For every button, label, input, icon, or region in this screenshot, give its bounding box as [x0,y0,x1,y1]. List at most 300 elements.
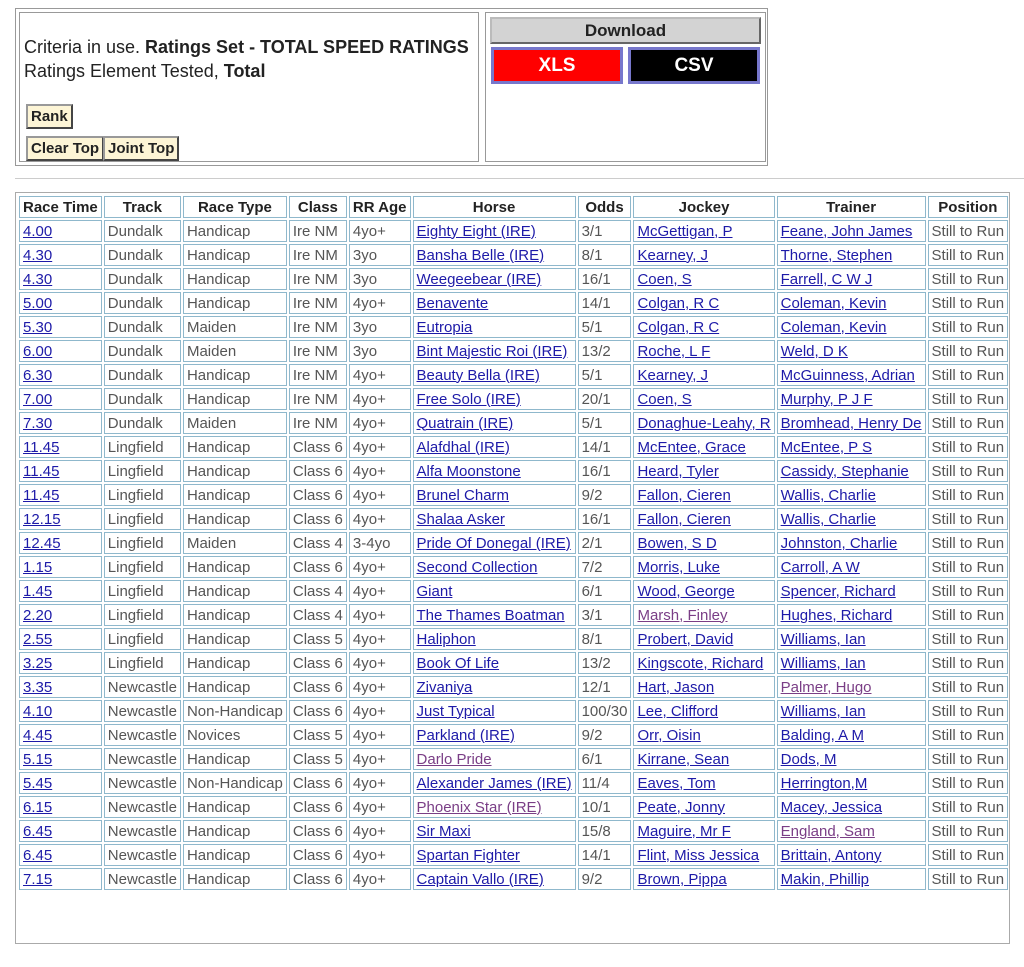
horse-link[interactable]: Eutropia [416,318,473,336]
jockey-link[interactable]: Heard, Tyler [637,462,719,480]
table-row [19,676,1008,698]
trainer-link[interactable]: Williams, Ian [780,702,866,720]
race-time-link[interactable]: 3.25 [23,654,53,672]
race-time-link[interactable]: 6.30 [23,366,53,384]
jockey-link[interactable]: Marsh, Finley [637,606,728,624]
class-cell: Class 6 [289,844,347,866]
table-row [19,268,1008,290]
horse-link[interactable]: Alexander James (IRE) [416,774,572,792]
position-cell: Still to Run [928,508,1009,530]
track-cell: Newcastle [104,676,181,698]
race-time-link[interactable]: 7.00 [23,390,53,408]
table-row [19,388,1008,410]
trainer-link[interactable]: Feane, John James [780,222,913,240]
horse-cell [413,652,576,674]
horse-cell [413,364,576,386]
jockey-link[interactable]: Kingscote, Richard [637,654,764,672]
trainer-link[interactable]: McEntee, P S [780,438,873,456]
track-cell: Dundalk [104,292,181,314]
horse-link[interactable]: Weegeebear (IRE) [416,270,542,288]
class-cell: Class 6 [289,508,347,530]
type-cell: Novices [183,724,287,746]
time-cell [19,268,102,290]
trainer-link[interactable]: Williams, Ian [780,630,866,648]
trainer-cell [777,532,926,554]
element-value: Total [223,61,266,81]
horse-link[interactable]: Quatrain (IRE) [416,414,514,432]
horse-link[interactable]: Captain Vallo (IRE) [416,870,544,888]
horse-link[interactable]: Beauty Bella (IRE) [416,366,540,384]
horse-cell [413,844,576,866]
trainer-link[interactable]: Thorne, Stephen [780,246,893,264]
time-cell [19,748,102,770]
type-cell: Non-Handicap [183,772,287,794]
position-cell: Still to Run [928,316,1009,338]
jockey-link[interactable]: Coen, S [637,390,692,408]
race-time-link[interactable]: 11.45 [23,462,60,480]
table-row [19,748,1008,770]
horse-cell [413,604,576,626]
position-cell: Still to Run [928,460,1009,482]
class-cell: Class 4 [289,580,347,602]
jockey-link[interactable]: McGettigan, P [637,222,733,240]
type-cell: Maiden [183,412,287,434]
track-cell: Newcastle [104,700,181,722]
age-cell: 4yo+ [349,820,411,842]
track-cell: Newcastle [104,868,181,890]
odds-cell: 11/4 [578,772,632,794]
column-header-odds: Odds [578,196,632,218]
jockey-link[interactable]: Orr, Oisin [637,726,701,744]
jockey-link[interactable]: Fallon, Cieren [637,510,731,528]
trainer-cell [777,508,926,530]
jockey-cell [633,796,774,818]
trainer-link[interactable]: Herrington,M [780,774,868,792]
age-cell: 4yo+ [349,412,411,434]
jockey-cell [633,676,774,698]
table-row [19,484,1008,506]
jockey-cell [633,292,774,314]
jockey-cell [633,484,774,506]
track-cell: Newcastle [104,796,181,818]
horse-link[interactable]: Bansha Belle (IRE) [416,246,545,264]
criteria-text [24,35,469,83]
horse-link[interactable]: Shalaa Asker [416,510,505,528]
column-header-position: Position [928,196,1009,218]
race-time-link[interactable]: 6.00 [23,342,53,360]
odds-cell: 8/1 [578,244,632,266]
race-time-link[interactable]: 6.15 [23,798,53,816]
jockey-link[interactable]: McEntee, Grace [637,438,746,456]
trainer-cell [777,364,926,386]
table-row [19,412,1008,434]
horse-link[interactable]: Parkland (IRE) [416,726,515,744]
class-cell: Class 6 [289,484,347,506]
race-time-link[interactable]: 2.20 [23,606,53,624]
trainer-link[interactable]: Macey, Jessica [780,798,883,816]
jockey-cell [633,460,774,482]
criteria-label: Criteria in use. [24,37,146,57]
jockey-link[interactable]: Hart, Jason [637,678,715,696]
jockey-link[interactable]: Morris, Luke [637,558,720,576]
position-cell: Still to Run [928,748,1009,770]
column-header-rr-age: RR Age [349,196,411,218]
race-time-link[interactable]: 11.45 [23,438,60,456]
jockey-link[interactable]: Brown, Pippa [637,870,727,888]
trainer-link[interactable]: Johnston, Charlie [780,534,898,552]
horse-cell [413,580,576,602]
track-cell: Dundalk [104,316,181,338]
jockey-link[interactable]: Maguire, Mr F [637,822,731,840]
odds-cell: 20/1 [578,388,632,410]
column-header-trainer: Trainer [777,196,926,218]
table-row [19,652,1008,674]
trainer-cell [777,748,926,770]
trainer-link[interactable]: England, Sam [780,822,875,840]
table-row [19,820,1008,842]
table-row [19,580,1008,602]
horse-cell [413,268,576,290]
position-cell: Still to Run [928,364,1009,386]
horse-cell [413,628,576,650]
class-cell: Class 6 [289,676,347,698]
class-cell: Ire NM [289,292,347,314]
horse-link[interactable]: The Thames Boatman [416,606,565,624]
trainer-link[interactable]: Wallis, Charlie [780,510,876,528]
time-cell [19,844,102,866]
time-cell [19,604,102,626]
odds-cell: 2/1 [578,532,632,554]
time-cell [19,244,102,266]
time-cell [19,340,102,362]
age-cell: 4yo+ [349,388,411,410]
trainer-link[interactable]: Makin, Phillip [780,870,869,888]
race-time-link[interactable]: 5.45 [23,774,53,792]
jockey-link[interactable]: Roche, L F [637,342,711,360]
race-time-link[interactable]: 1.45 [23,582,53,600]
horse-cell [413,244,576,266]
jockey-cell [633,580,774,602]
horse-link[interactable]: Sir Maxi [416,822,471,840]
horse-cell [413,796,576,818]
position-cell: Still to Run [928,268,1009,290]
race-time-link[interactable]: 11.45 [23,486,60,504]
time-cell [19,412,102,434]
ratings-set-value: Ratings Set - TOTAL SPEED RATINGS [145,37,469,57]
trainer-link[interactable]: Brittain, Antony [780,846,882,864]
trainer-link[interactable]: Coleman, Kevin [780,294,887,312]
trainer-link[interactable]: Palmer, Hugo [780,678,872,696]
track-cell: Lingfield [104,556,181,578]
odds-cell: 10/1 [578,796,632,818]
age-cell: 4yo+ [349,700,411,722]
jockey-cell [633,820,774,842]
horse-link[interactable]: Alfa Moonstone [416,462,521,480]
race-time-link[interactable]: 5.15 [23,750,53,768]
horse-link[interactable]: Spartan Fighter [416,846,520,864]
class-cell: Ire NM [289,220,347,242]
jockey-link[interactable]: Flint, Miss Jessica [637,846,760,864]
track-cell: Dundalk [104,268,181,290]
horse-link[interactable]: Second Collection [416,558,538,576]
position-cell: Still to Run [928,436,1009,458]
odds-cell: 3/1 [578,604,632,626]
time-cell [19,556,102,578]
trainer-link[interactable]: Cassidy, Stephanie [780,462,909,480]
position-cell: Still to Run [928,676,1009,698]
trainer-link[interactable]: Spencer, Richard [780,582,896,600]
type-cell: Handicap [183,628,287,650]
jockey-link[interactable]: Peate, Jonny [637,798,726,816]
type-cell: Handicap [183,436,287,458]
track-cell: Lingfield [104,580,181,602]
jockey-link[interactable]: Lee, Clifford [637,702,719,720]
criteria-box [19,12,479,162]
criteria-line-1 [24,35,469,59]
horse-link[interactable]: Darlo Pride [416,750,492,768]
class-cell: Class 6 [289,436,347,458]
time-cell [19,700,102,722]
track-cell: Dundalk [104,244,181,266]
jockey-cell [633,604,774,626]
race-time-link[interactable]: 2.55 [23,630,53,648]
table-row [19,364,1008,386]
time-cell [19,460,102,482]
joint-top-button[interactable]: Joint Top [103,136,179,161]
trainer-link[interactable]: Murphy, P J F [780,390,873,408]
trainer-link[interactable]: McGuinness, Adrian [780,366,915,384]
position-cell: Still to Run [928,628,1009,650]
jockey-link[interactable]: Probert, David [637,630,734,648]
horse-link[interactable]: Pride Of Donegal (IRE) [416,534,571,552]
trainer-link[interactable]: Dods, M [780,750,837,768]
column-header-race-type: Race Type [183,196,287,218]
jockey-link[interactable]: Wood, George [637,582,735,600]
type-cell: Handicap [183,460,287,482]
odds-cell: 16/1 [578,460,632,482]
race-time-link[interactable]: 6.45 [23,822,53,840]
trainer-link[interactable]: Wallis, Charlie [780,486,876,504]
race-time-link[interactable]: 4.45 [23,726,53,744]
class-cell: Class 5 [289,628,347,650]
races-table [17,194,1010,892]
jockey-link[interactable]: Donaghue-Leahy, R [637,414,771,432]
track-cell: Lingfield [104,628,181,650]
csv-download-button[interactable]: CSV [628,47,760,84]
time-cell [19,484,102,506]
age-cell: 4yo+ [349,844,411,866]
horse-cell [413,748,576,770]
horse-link[interactable]: Bint Majestic Roi (IRE) [416,342,568,360]
horse-cell [413,724,576,746]
odds-cell: 6/1 [578,580,632,602]
odds-cell: 13/2 [578,340,632,362]
column-header-class: Class [289,196,347,218]
jockey-link[interactable]: Fallon, Cieren [637,486,731,504]
table-row [19,628,1008,650]
jockey-link[interactable]: Kirrane, Sean [637,750,730,768]
position-cell: Still to Run [928,340,1009,362]
class-cell: Class 6 [289,772,347,794]
race-time-link[interactable]: 4.00 [23,222,53,240]
section-divider [15,178,1024,179]
type-cell: Handicap [183,292,287,314]
race-time-link[interactable]: 1.15 [23,558,53,576]
race-time-link[interactable]: 5.00 [23,294,53,312]
table-row [19,508,1008,530]
horse-cell [413,220,576,242]
time-cell [19,676,102,698]
trainer-cell [777,244,926,266]
horse-link[interactable]: Alafdhal (IRE) [416,438,510,456]
horse-link[interactable]: Eighty Eight (IRE) [416,222,536,240]
class-cell: Ire NM [289,412,347,434]
races-table-container [15,192,1010,944]
track-cell: Lingfield [104,436,181,458]
horse-link[interactable]: Giant [416,582,453,600]
jockey-link[interactable]: Kearney, J [637,246,709,264]
trainer-link[interactable]: Hughes, Richard [780,606,893,624]
age-cell: 4yo+ [349,508,411,530]
type-cell: Handicap [183,388,287,410]
horse-link[interactable]: Free Solo (IRE) [416,390,521,408]
race-time-link[interactable]: 4.30 [23,246,53,264]
race-time-link[interactable]: 7.15 [23,870,53,888]
race-time-link[interactable]: 6.45 [23,846,53,864]
position-cell: Still to Run [928,844,1009,866]
time-cell [19,820,102,842]
type-cell: Handicap [183,508,287,530]
class-cell: Class 6 [289,700,347,722]
age-cell: 4yo+ [349,292,411,314]
age-cell: 4yo+ [349,652,411,674]
class-cell: Class 4 [289,604,347,626]
column-header-race-time: Race Time [19,196,102,218]
jockey-link[interactable]: Kearney, J [637,366,709,384]
odds-cell: 16/1 [578,268,632,290]
trainer-cell [777,724,926,746]
horse-link[interactable]: Just Typical [416,702,495,720]
horse-cell [413,700,576,722]
trainer-cell [777,628,926,650]
odds-cell: 6/1 [578,748,632,770]
jockey-cell [633,532,774,554]
type-cell: Handicap [183,604,287,626]
age-cell: 3yo [349,340,411,362]
xls-download-button[interactable]: XLS [491,47,623,84]
download-box [485,12,766,162]
jockey-cell [633,268,774,290]
column-header-horse: Horse [413,196,576,218]
jockey-cell [633,844,774,866]
trainer-link[interactable]: Balding, A M [780,726,865,744]
trainer-cell [777,700,926,722]
rank-button[interactable]: Rank [26,104,73,129]
position-cell: Still to Run [928,244,1009,266]
horse-cell [413,772,576,794]
track-cell: Lingfield [104,532,181,554]
jockey-link[interactable]: Coen, S [637,270,692,288]
table-row [19,244,1008,266]
odds-cell: 8/1 [578,628,632,650]
horse-link[interactable]: Benavente [416,294,489,312]
table-header-row [19,196,1008,218]
table-row [19,220,1008,242]
jockey-cell [633,244,774,266]
jockey-cell [633,724,774,746]
odds-cell: 3/1 [578,220,632,242]
race-time-link[interactable]: 4.30 [23,270,53,288]
position-cell: Still to Run [928,868,1009,890]
table-row [19,316,1008,338]
age-cell: 4yo+ [349,676,411,698]
trainer-cell [777,268,926,290]
position-cell: Still to Run [928,484,1009,506]
trainer-cell [777,604,926,626]
age-cell: 3yo [349,316,411,338]
jockey-link[interactable]: Colgan, R C [637,294,720,312]
trainer-cell [777,868,926,890]
jockey-link[interactable]: Colgan, R C [637,318,720,336]
trainer-link[interactable]: Coleman, Kevin [780,318,887,336]
horse-link[interactable]: Brunel Charm [416,486,510,504]
horse-link[interactable]: Haliphon [416,630,476,648]
trainer-link[interactable]: Carroll, A W [780,558,860,576]
horse-cell [413,316,576,338]
jockey-link[interactable]: Eaves, Tom [637,774,716,792]
trainer-link[interactable]: Bromhead, Henry De [780,414,922,432]
jockey-link[interactable]: Bowen, S D [637,534,717,552]
race-time-link[interactable]: 4.10 [23,702,53,720]
time-cell [19,628,102,650]
race-time-link[interactable]: 3.35 [23,678,53,696]
track-cell: Dundalk [104,364,181,386]
table-row [19,436,1008,458]
age-cell: 4yo+ [349,556,411,578]
age-cell: 4yo+ [349,868,411,890]
element-label: Ratings Element Tested, [24,61,224,81]
trainer-link[interactable]: Farrell, C W J [780,270,873,288]
horse-link[interactable]: Phoenix Star (IRE) [416,798,542,816]
table-row [19,604,1008,626]
trainer-cell [777,220,926,242]
class-cell: Class 6 [289,556,347,578]
trainer-cell [777,484,926,506]
table-row [19,532,1008,554]
race-time-link[interactable]: 12.15 [23,510,61,528]
horse-link[interactable]: Zivaniya [416,678,473,696]
class-cell: Class 6 [289,652,347,674]
odds-cell: 9/2 [578,724,632,746]
horse-cell [413,340,576,362]
age-cell: 3yo [349,268,411,290]
trainer-cell [777,316,926,338]
trainer-cell [777,388,926,410]
age-cell: 4yo+ [349,436,411,458]
track-cell: Lingfield [104,604,181,626]
trainer-link[interactable]: Weld, D K [780,342,848,360]
race-time-link[interactable]: 7.30 [23,414,53,432]
age-cell: 4yo+ [349,604,411,626]
trainer-link[interactable]: Williams, Ian [780,654,866,672]
trainer-cell [777,844,926,866]
horse-cell [413,868,576,890]
table-row [19,700,1008,722]
horse-link[interactable]: Book Of Life [416,654,500,672]
race-time-link[interactable]: 12.45 [23,534,61,552]
clear-top-button[interactable]: Clear Top [26,136,104,161]
race-time-link[interactable]: 5.30 [23,318,53,336]
